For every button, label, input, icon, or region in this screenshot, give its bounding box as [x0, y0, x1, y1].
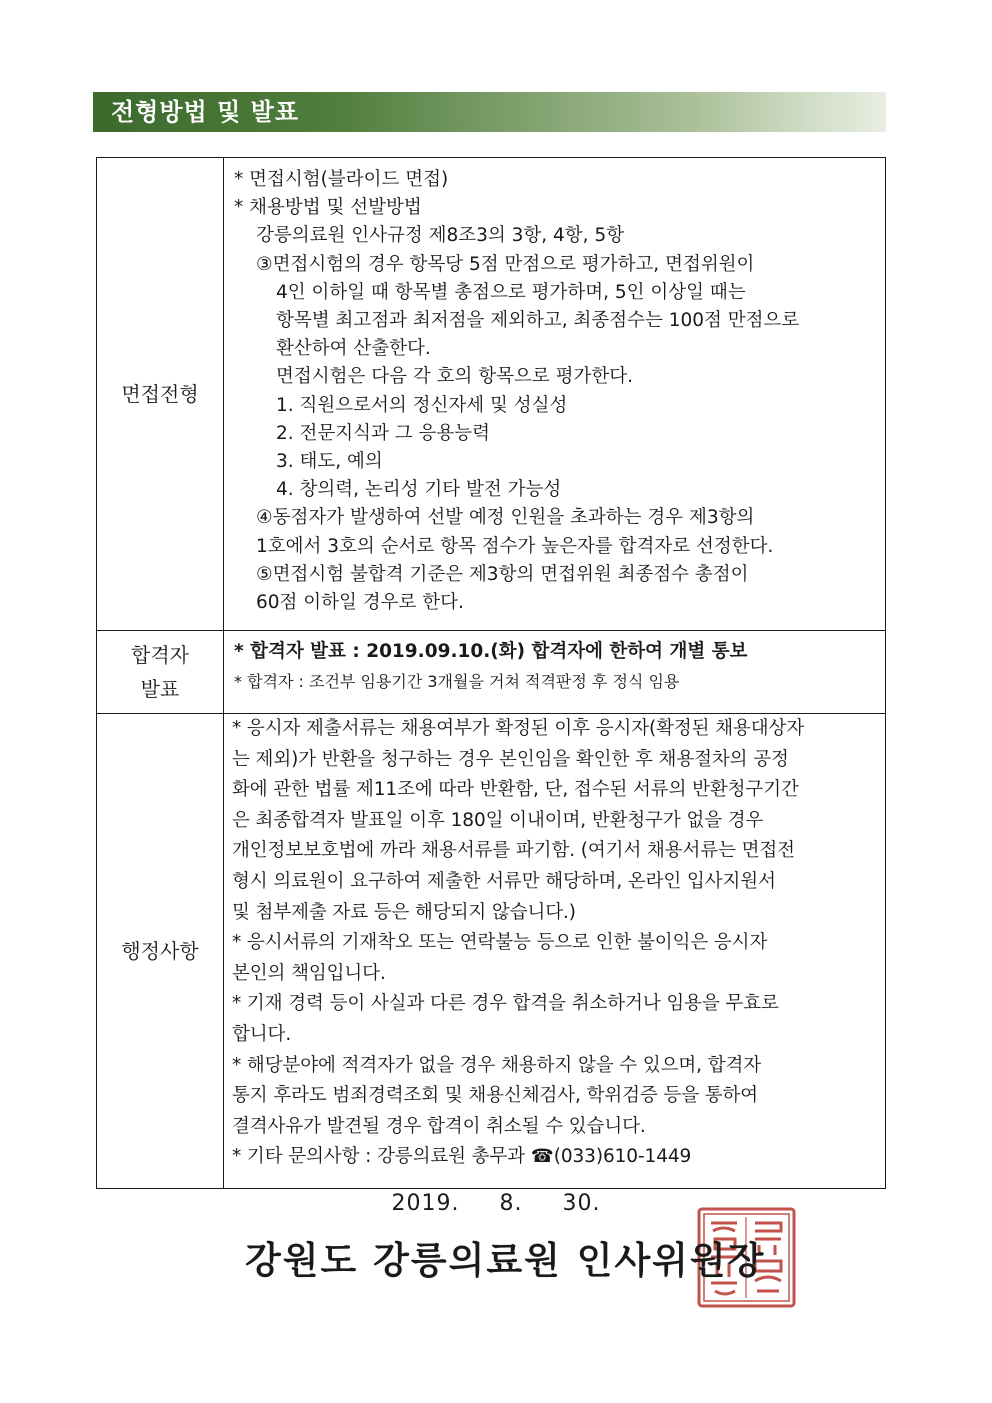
- admin-line: 는 제외)가 반환을 청구하는 경우 본인임을 확인한 후 채용절차의 공정: [232, 748, 789, 770]
- interview-line: ④동점자가 발생하여 선발 예정 인원을 초과하는 경우 제3항의: [256, 507, 755, 529]
- result-content: [224, 631, 886, 714]
- date-year: 2019.: [391, 1191, 460, 1216]
- interview-line: 4. 창의력, 논리성 기타 발전 가능성: [276, 479, 562, 501]
- result-label-line: 발표: [140, 677, 180, 701]
- interview-label: 면접전형: [97, 158, 224, 631]
- date-month: 8.: [499, 1191, 523, 1216]
- interview-line: ⑤면접시험 불합격 기준은 제3항의 면접위원 최종점수 총점이: [256, 563, 749, 585]
- interview-line: ③면접시험의 경우 항목당 5점 만점으로 평가하고, 면접위원이: [256, 253, 755, 275]
- admin-line: 통지 후라도 범죄경력조회 및 채용신체검사, 학위검증 등을 통하여: [232, 1085, 759, 1107]
- result-announcement: * 합격자 발표 : 2019.09.10.(화) 합격자에 한하여 개별 통보: [234, 641, 748, 662]
- admin-line: 개인정보보호법에 까라 채용서류를 파기함. (여기서 채용서류는 면접전: [232, 840, 795, 862]
- interview-line: 면접시험은 다음 각 호의 항목으로 평가한다.: [276, 366, 633, 388]
- admin-line: * 해당분야에 적격자가 없을 경우 채용하지 않을 수 있으며, 합격자: [232, 1054, 762, 1076]
- admin-row: [97, 714, 886, 1189]
- admin-line: 결격사유가 발견될 경우 합격이 취소될 수 있습니다.: [232, 1115, 646, 1137]
- interview-line: * 면접시험(블라이드 면접): [234, 169, 449, 190]
- interview-line: * 채용방법 및 선발방법: [234, 197, 422, 219]
- admin-line: 및 첨부제출 자료 등은 해당되지 않습니다.): [232, 901, 576, 923]
- section-header: [93, 92, 886, 132]
- interview-line: 환산하여 산출한다.: [276, 338, 431, 360]
- interview-line: 60점 이하일 경우로 한다.: [256, 592, 464, 614]
- interview-line: 강릉의료원 인사규정 제8조3의 3항, 4항, 5항: [256, 225, 625, 247]
- interview-row: [97, 158, 886, 631]
- interview-line: 4인 이하일 때 항목별 총점으로 평가하며, 5인 이상일 때는: [276, 281, 746, 303]
- admin-content: [224, 714, 886, 1189]
- admin-line: * 응시서류의 기재착오 또는 연락불능 등으로 인한 불이익은 응시자: [232, 932, 768, 954]
- interview-line: 항목별 최고점과 최저점을 제외하고, 최종점수는 100점 만점으로: [276, 310, 800, 332]
- result-row: [97, 631, 886, 714]
- admin-label: 행정사항: [97, 714, 224, 1189]
- admin-line: 본인의 책임입니다.: [232, 962, 386, 984]
- issue-date: [0, 1191, 992, 1216]
- admin-line: 은 최종합격자 발표일 이후 180일 이내이며, 반환청구가 없을 경우: [232, 809, 764, 831]
- result-label-line: 합격자: [131, 643, 189, 667]
- interview-line: 3. 태도, 예의: [276, 451, 383, 473]
- result-label: [97, 631, 224, 714]
- section-title: 전형방법 및 발표: [111, 98, 299, 126]
- admin-line: 화에 관한 법률 제11조에 따라 반환함, 단, 접수된 서류의 반환청구기간: [232, 779, 799, 801]
- recruitment-table: [96, 157, 886, 1189]
- admin-line: * 기재 경력 등이 사실과 다른 경우 합격을 취소하거나 임용을 무효로: [232, 993, 779, 1015]
- result-condition: * 합격자 : 조건부 임용기간 3개월을 거쳐 적격판정 후 정식 임용: [234, 672, 680, 691]
- interview-line: 1호에서 3호의 순서로 항목 점수가 높은자를 합격자로 선정한다.: [256, 535, 774, 557]
- admin-contact-line: * 기타 문의사항 : 강릉의료원 총무과 ☎(033)610-1449: [232, 1146, 692, 1168]
- interview-line: 1. 직원으로서의 정신자세 및 성실성: [276, 394, 568, 416]
- admin-line: * 응시자 제출서류는 채용여부가 확정된 이후 응시자(확정된 채용대상자: [232, 718, 805, 739]
- admin-line: 형시 의료원이 요구하여 제출한 서류만 해당하며, 온라인 입사지원서: [232, 870, 776, 892]
- interview-content: [224, 158, 886, 631]
- organization-name: 강원도 강릉의료원 인사위원장: [245, 1239, 766, 1282]
- admin-line: 합니다.: [232, 1023, 292, 1045]
- date-day: 30.: [562, 1191, 601, 1216]
- interview-line: 2. 전문지식과 그 응용능력: [276, 422, 491, 444]
